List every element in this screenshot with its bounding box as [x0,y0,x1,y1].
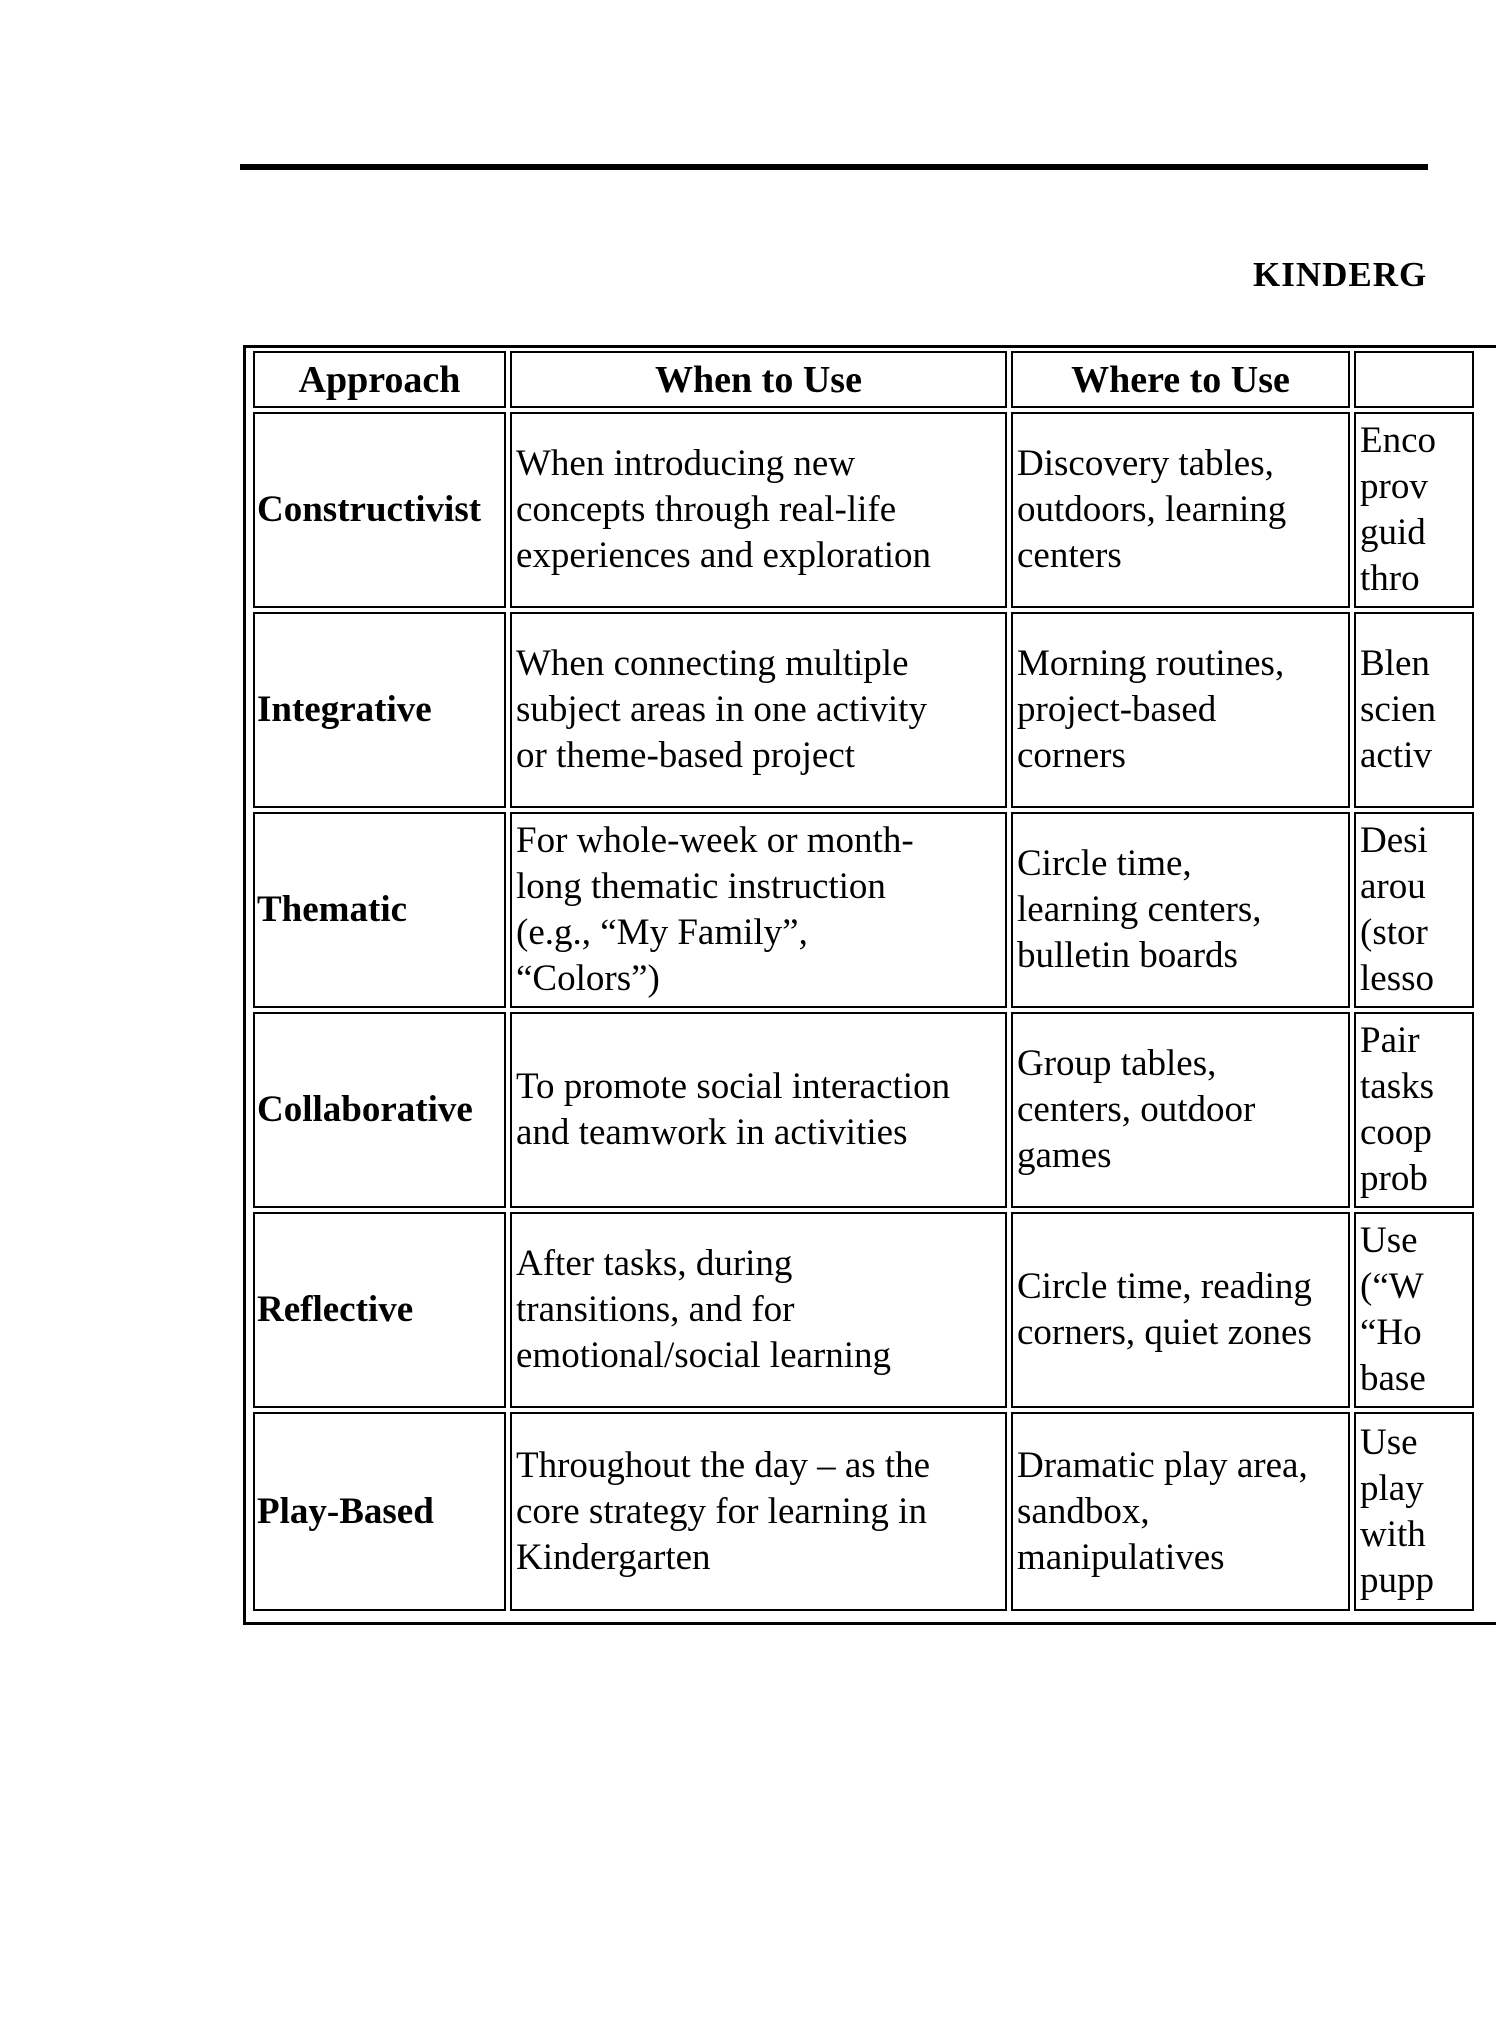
row-thematic-when: For whole-week or month- long thematic instruction (e.g., “My Family”, “Colors”) [510,812,1007,1008]
row-thematic-approach: Thematic [253,812,506,1008]
row-integrative-where: Morning routines, project-based corners [1011,612,1350,808]
row-collaborative-where: Group tables, centers, outdoor games [1011,1012,1350,1208]
row-constructivist-when: When introducing new concepts through real-life experiences and exploration [510,412,1007,608]
row-collaborative-when: To promote social interaction and teamwork in activities [510,1012,1007,1208]
row-thematic-where: Circle time, learning centers, bulletin boards [1011,812,1350,1008]
header-how-to-use [1354,351,1474,408]
row-constructivist-how: Enco prov guid thro [1354,412,1474,608]
row-integrative-how: Blen scien activ [1354,612,1474,808]
header-where-to-use: Where to Use [1011,351,1350,408]
row-collaborative-how: Pair tasks coop prob [1354,1012,1474,1208]
row-collaborative-approach: Collaborative [253,1012,506,1208]
row-thematic-how: Desi arou (stor lesso [1354,812,1474,1008]
row-reflective-when: After tasks, during transitions, and for emotional/social learning [510,1212,1007,1408]
row-reflective-approach: Reflective [253,1212,506,1408]
row-play-based-approach: Play-Based [253,1412,506,1611]
row-constructivist-approach: Constructivist [253,412,506,608]
top-horizontal-rule [240,164,1428,170]
row-constructivist-where: Discovery tables, outdoors, learning centers [1011,412,1350,608]
document-title: KINDERG [1253,255,1428,294]
row-reflective-how: Use (“W “Ho base [1354,1212,1474,1408]
row-integrative-when: When connecting multiple subject areas in one activity or theme-based project [510,612,1007,808]
header-approach: Approach [253,351,506,408]
row-play-based-when: Throughout the day – as the core strategy for learning in Kindergarten [510,1412,1007,1611]
header-when-to-use: When to Use [510,351,1007,408]
row-play-based-where: Dramatic play area, sandbox, manipulatives [1011,1412,1350,1611]
row-reflective-where: Circle time, reading corners, quiet zones [1011,1212,1350,1408]
row-play-based-how: Use play with pupp [1354,1412,1474,1611]
row-integrative-approach: Integrative [253,612,506,808]
